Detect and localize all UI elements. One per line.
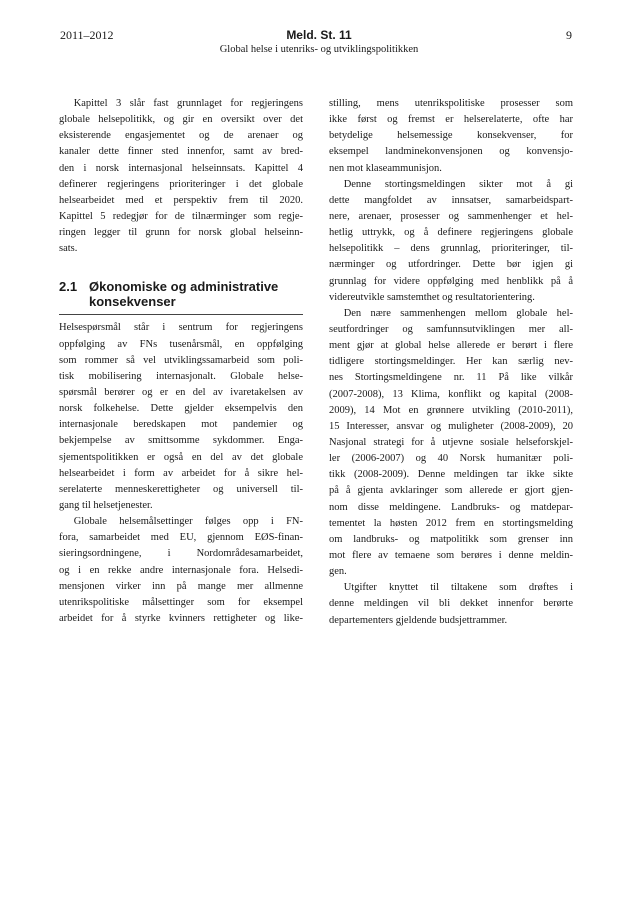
text-line: mensjonen virker inn på mange mer allmenne: [59, 580, 303, 592]
text-line: internasjonale beredskapen mot pandemier og: [59, 419, 303, 431]
text-line: ringen legger til grunn for norsk global helseinn-: [59, 227, 303, 239]
left-column: [59, 96, 303, 627]
page-number: 9: [566, 28, 572, 42]
text-line: på å gjenta avklaringer som allerede er gjort gjen-: [329, 485, 573, 497]
section-title: [89, 279, 303, 309]
text-line: nere, arenaer, prosesser og sammenhenger et hel-: [329, 210, 573, 222]
text-line: eksempel landminekonvensjonen og konvensjo-: [329, 146, 573, 158]
text-line: arbeidet for å styrke kvinners rettigheter og like-: [59, 612, 303, 624]
text-line: 15 Interesser, ansvar og muligheter (2008-2009), 20: [329, 420, 573, 432]
text-line: betydelige helsemessige konsekvenser, for: [329, 130, 573, 142]
section-title-line: Økonomiske og administrative: [89, 279, 279, 295]
text-line: ikke først og fremst er helserelaterte, ofte har: [329, 114, 573, 126]
text-line: Kapittel 5 redegjør for de tilnærminger som regje-: [59, 210, 303, 222]
section-heading: [59, 279, 303, 315]
text-line: nærminger og utfordringer. Dette bør igjen gi: [329, 259, 573, 271]
text-line: spørsmål berører og er en del av ivaretakelsen av: [59, 386, 303, 398]
section-gap: [59, 257, 303, 277]
text-line: nom disse meldingene. Landbruks- og matdepar-: [329, 501, 573, 513]
text-line: videreutvikle samstemthet og resultatorientering.: [329, 291, 535, 303]
text-line: ler (2006-2007) og 40 Norsk humanitær poli-: [329, 453, 573, 465]
text-line: om landbruks- og matpolitikk som grenser inn: [329, 533, 573, 545]
text-line: oppfølging av FNs tusenårsmål, en oppfølging: [59, 338, 303, 350]
text-line: definerer regjeringens prioriteringer i det globale: [59, 178, 303, 190]
header-subtitle: Global helse i utenriks- og utviklingspolitikken: [219, 44, 419, 55]
text-line: Denne stortingsmeldingen sikter mot å gi: [343, 178, 573, 190]
text-line: Nasjonal strategi for å utjevne sosiale helseforskjel-: [329, 436, 573, 448]
text-line: den i norsk internasjonal helseinnsats. Kapittel 4: [59, 162, 303, 174]
text-line: denne meldingen vil bli dekket innenfor berørte: [329, 598, 573, 610]
text-line: tementet la høsten 2012 frem en stortingsmelding: [329, 517, 573, 529]
text-line: Utgifter knyttet til tiltakene som drøftes i: [343, 582, 573, 594]
text-line: og i en rekke andre internasjonale fora. Helsedi-: [59, 564, 303, 576]
text-line: dette mangfoldet av innsatser, samarbeidspart-: [329, 194, 573, 206]
right-column: [329, 96, 573, 629]
text-line: 2009), 14 Mot en grønnere utvikling (2010-2011),: [329, 404, 573, 416]
text-line: tidligere stortingsmeldinger. Her kan særlig nev-: [329, 356, 573, 368]
text-line: hetlig uttrykk, og å definere regjeringens globale: [329, 227, 573, 239]
text-line: stilling, mens utenrikspolitiske prosesser som: [329, 98, 573, 109]
text-line: gen.: [329, 566, 347, 578]
text-line: helsearbeidet i form av arbeidet for å sikre hel-: [59, 467, 303, 479]
text-line: globale helsepolitikk, og gir en oversikt over det: [59, 114, 303, 126]
text-line: utenrikspolitiske målsettinger som for eksempel: [59, 596, 303, 608]
text-line: tikk (2008-2009). Denne meldingen tar ikke sikte: [329, 469, 573, 481]
text-line: tisk mobilisering internasjonalt. Globale helse-: [59, 370, 303, 382]
header-years: 2011–2012: [60, 28, 114, 42]
text-line: serelaterte menneskerettigheter og universell til-: [59, 483, 303, 495]
text-line: fora, samarbeidet med EU, gjennom EØS-finan-: [59, 532, 303, 544]
text-line: departementers gjeldende budsjettrammer.: [329, 614, 508, 626]
text-line: kanaler dette finner sted innenfor, samt av bred-: [59, 146, 303, 158]
text-line: Globale helsemålsettinger følges opp i FN-: [73, 516, 303, 528]
text-line: bekjempelse av smittsomme sykdommer. Enga-: [59, 435, 303, 447]
text-line: Helsespørsmål står i sentrum for regjeringens: [59, 322, 303, 334]
text-line: ment gjør at global helse allerede er berørt i flere: [329, 340, 573, 352]
text-line: gang til helsetjenester.: [59, 499, 153, 511]
text-line: eksisterende engasjementet og de arenaer og: [59, 130, 303, 142]
text-line: seutfordringer og samfunnsutviklingen mer all-: [329, 323, 573, 335]
text-line: grunnlag for videre oppfølging med henblikk på å: [329, 275, 573, 287]
text-line: norsk folkehelse. Dette gjelder eksempelvis den: [59, 403, 303, 415]
text-line: mot flere av temaene som berøres i denne meldin-: [329, 549, 573, 561]
text-line: nes Stortingsmeldingene nr. 11 På like vilkår: [329, 372, 573, 384]
text-line: Den nære sammenhengen mellom globale hel-: [343, 307, 573, 319]
text-line: sjementspolitikken er også en del av det globale: [59, 451, 303, 463]
text-line: helsepolitikk – dens grunnlag, prioriteringer, til-: [329, 243, 573, 255]
text-line: som rommer så vel utviklingssamarbeid som poli-: [59, 354, 303, 366]
text-line: (2007-2008), 13 Klima, konflikt og kapital (2008-: [329, 388, 573, 400]
header-doc-title: Meld. St. 11: [286, 28, 352, 42]
section-number: 2.1: [59, 279, 78, 295]
text-line: helsearbeidet med et perspektiv frem til 2020.: [59, 194, 303, 206]
section-title-line: konsekvenser: [89, 294, 176, 310]
text-line: Kapittel 3 slår fast grunnlaget for regjeringens: [73, 98, 303, 109]
text-line: sieringsordningene, i Nordområdesamarbeidet,: [59, 548, 303, 560]
text-line: sats.: [59, 243, 78, 255]
text-line: nen mot klaseammunisjon.: [329, 162, 442, 174]
